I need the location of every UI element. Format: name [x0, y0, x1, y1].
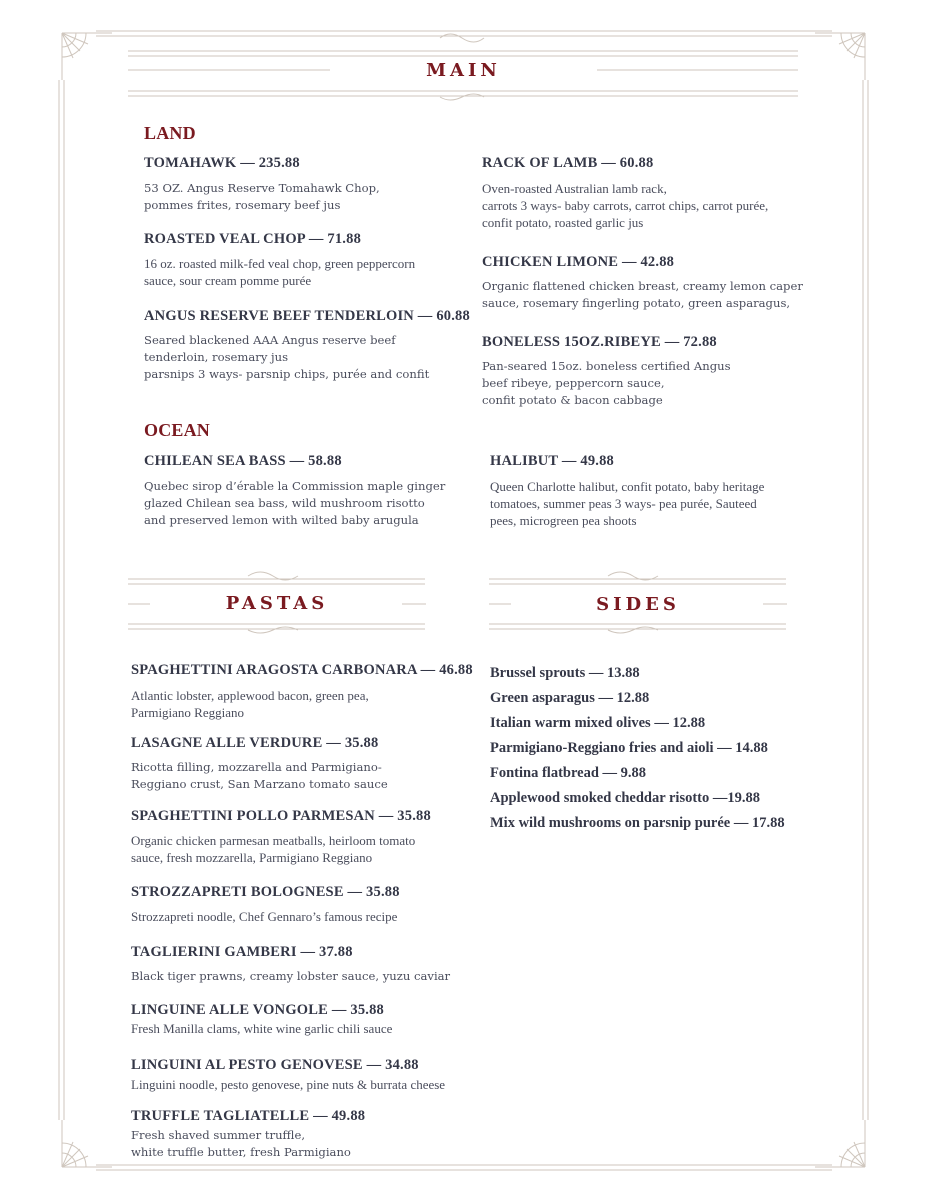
pasta-item-description: Fresh Manilla clams, white wine garlic chili sauce: [131, 1021, 393, 1036]
side-item: Mix wild mushrooms on parsnip purée — 17.88: [490, 815, 785, 831]
pasta-item-title: TRUFFLE TAGLIATELLE — 49.88: [131, 1108, 366, 1124]
menu-item-title: RACK OF LAMB — 60.88: [482, 155, 654, 171]
pasta-item-description: Ricotta filling, mozzarella and Parmigiano- Reggiano crust, San Marzano tomato sauce: [131, 760, 388, 791]
menu-item-title: CHICKEN LIMONE — 42.88: [482, 254, 675, 270]
menu-item-description: Pan-seared 15oz. boneless certified Angus beef ribeye, peppercorn sauce, confit potato & bacon cabbage: [482, 359, 731, 407]
side-item: Applewood smoked cheddar risotto —19.88: [490, 790, 761, 806]
pasta-item-title: TAGLIERINI GAMBERI — 37.88: [131, 944, 353, 960]
menu-item-description: Oven-roasted Australian lamb rack, carrots 3 ways- baby carrots, carrot chips, carrot purée, confit potato, roasted garlic jus: [482, 181, 769, 230]
menu-item-description: 53 OZ. Angus Reserve Tomahawk Chop, pommes frites, rosemary beef jus: [144, 181, 380, 212]
menu-item-title: TOMAHAWK — 235.88: [144, 155, 300, 171]
menu-item-title: BONELESS 15OZ.RIBEYE — 72.88: [482, 334, 717, 350]
sides-heading: SIDES: [596, 594, 680, 615]
main-heading: MAIN: [426, 60, 501, 81]
menu-item-description: Queen Charlotte halibut, confit potato, baby heritage tomatoes, summer peas 3 ways- pea purée, Sauteed pees, microgreen pea shoots: [490, 479, 765, 528]
side-item: Fontina flatbread — 9.88: [490, 765, 647, 781]
side-item: Green asparagus — 12.88: [490, 690, 650, 706]
menu-item-title: HALIBUT — 49.88: [490, 453, 614, 469]
pastas-heading: PASTAS: [225, 593, 329, 614]
pasta-item-description: Linguini noodle, pesto genovese, pine nuts & burrata cheese: [131, 1077, 446, 1092]
menu-item-description: Quebec sirop d’érable la Commission maple ginger glazed Chilean sea bass, wild mushroom risotto and preserved lemon with wilted baby arugula: [144, 479, 446, 527]
side-item: Italian warm mixed olives — 12.88: [490, 715, 706, 731]
pasta-item-title: LINGUINI AL PESTO GENOVESE — 34.88: [131, 1057, 419, 1073]
pasta-item-title: SPAGHETTINI POLLO PARMESAN — 35.88: [131, 808, 431, 824]
menu-item-description: Organic flattened chicken breast, creamy lemon caper sauce, rosemary fingerling potato, green asparagus,: [482, 279, 803, 310]
pasta-item-description: Strozzapreti noodle, Chef Gennaro’s famous recipe: [131, 909, 398, 924]
menu-item-title: ROASTED VEAL CHOP — 71.88: [144, 231, 362, 247]
menu-item-description: Seared blackened AAA Angus reserve beef tenderloin, rosemary jus parsnips 3 ways- parsnip chips, purée and confit: [144, 333, 430, 381]
pasta-item-description: Organic chicken parmesan meatballs, heirloom tomato sauce, fresh mozzarella, Parmigiano Reggiano: [131, 833, 416, 865]
menu-item-title: CHILEAN SEA BASS — 58.88: [144, 453, 342, 469]
pasta-item-title: LASAGNE ALLE VERDURE — 35.88: [131, 735, 379, 751]
ocean-heading: OCEAN: [144, 420, 211, 440]
pasta-item-description: Black tiger prawns, creamy lobster sauce, yuzu caviar: [131, 969, 451, 983]
pasta-item-description: Fresh shaved summer truffle, white truffle butter, fresh Parmigiano: [131, 1128, 351, 1159]
land-heading: LAND: [144, 123, 196, 143]
pasta-item-description: Atlantic lobster, applewood bacon, green pea, Parmigiano Reggiano: [131, 688, 369, 720]
pasta-item-title: STROZZAPRETI BOLOGNESE — 35.88: [131, 884, 400, 900]
menu-item-description: 16 oz. roasted milk-fed veal chop, green peppercorn sauce, sour cream pomme purée: [144, 256, 416, 288]
menu-item-title: ANGUS RESERVE BEEF TENDERLOIN — 60.88: [144, 308, 470, 324]
side-item: Parmigiano-Reggiano fries and aioli — 14.88: [490, 740, 768, 756]
pasta-item-title: LINGUINE ALLE VONGOLE — 35.88: [131, 1002, 385, 1018]
pasta-item-title: SPAGHETTINI ARAGOSTA CARBONARA — 46.88: [131, 662, 473, 678]
side-item: Brussel sprouts — 13.88: [490, 665, 640, 681]
